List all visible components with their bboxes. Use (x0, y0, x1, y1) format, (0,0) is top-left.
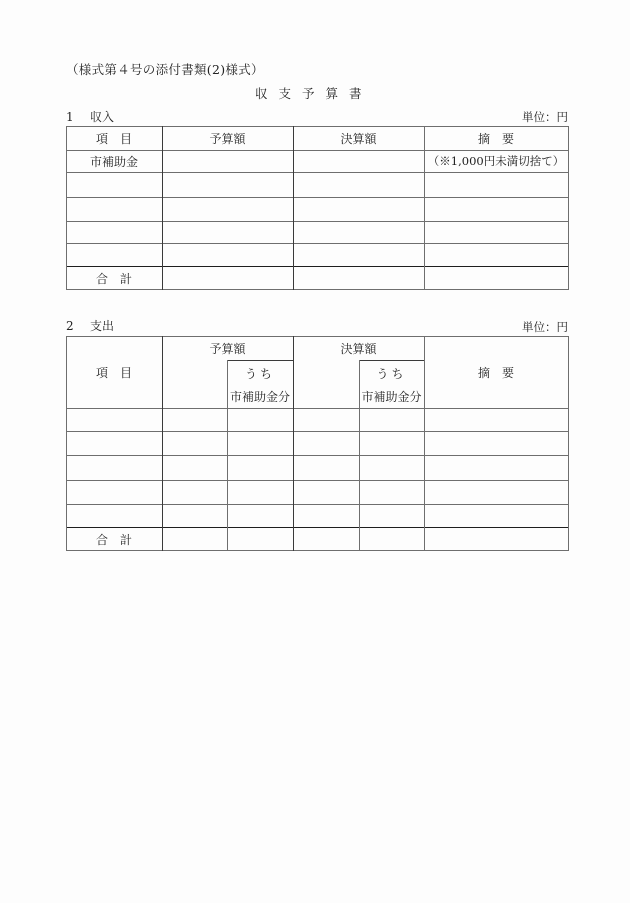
income-section-label: 収入 (90, 110, 115, 124)
income-header-settlement: 決算額 (340, 131, 377, 146)
income-row-1-item[interactable]: 市補助金 (89, 154, 138, 169)
expense-row-2-budget[interactable] (162, 431, 227, 455)
income-row-4-item[interactable] (66, 221, 162, 243)
income-row-4-budget[interactable] (162, 221, 293, 243)
income-row-5-remarks[interactable] (424, 243, 568, 266)
income-header-remarks (424, 126, 568, 150)
expense-header-settlement-sub-line1: うち (376, 366, 407, 381)
header-label: 摘要 (477, 131, 526, 146)
expense-row-5-budget-subsidy[interactable] (227, 504, 293, 527)
expense-row-4-budget[interactable] (162, 480, 227, 504)
expense-section-title (66, 317, 114, 334)
expense-row-5-budget[interactable] (162, 504, 227, 527)
expense-header-item (66, 336, 162, 408)
income-section-number: 1 (66, 110, 74, 124)
expense-row-4-remarks[interactable] (424, 480, 568, 504)
income-total-remarks[interactable] (424, 267, 568, 289)
income-unit-label: 単位：円 (522, 110, 568, 124)
income-row-5-item[interactable] (66, 243, 162, 266)
expense-row-2-settlement-subsidy[interactable] (359, 431, 424, 455)
income-row-5-budget[interactable] (162, 243, 293, 266)
expense-row-3-item[interactable] (66, 455, 162, 480)
expense-header-budget-sub-line1: うち (244, 366, 275, 381)
expense-row-1-item[interactable] (66, 408, 162, 431)
expense-total-budget[interactable] (162, 528, 227, 550)
document-title: 収支予算書 (255, 86, 373, 101)
expense-header-budget-sub-line2: 市補助金分 (229, 389, 290, 404)
header-label: 項目 (95, 131, 144, 146)
expense-unit-label: 単位：円 (522, 320, 568, 334)
expense-row-4-budget-subsidy[interactable] (227, 480, 293, 504)
expense-row-2-budget-subsidy[interactable] (227, 431, 293, 455)
table-line (568, 336, 569, 551)
expense-row-1-settlement-subsidy[interactable] (359, 408, 424, 431)
income-row-5-settlement[interactable] (293, 243, 424, 266)
total-label: 合計 (95, 532, 144, 547)
expense-row-2-settlement[interactable] (293, 431, 359, 455)
expense-section-number: 2 (66, 319, 74, 333)
income-header-item (66, 126, 162, 150)
expense-row-2-item[interactable] (66, 431, 162, 455)
table-line (66, 289, 568, 290)
expense-row-1-remarks[interactable] (424, 408, 568, 431)
income-total-label (66, 267, 162, 289)
income-row-2-budget[interactable] (162, 172, 293, 197)
expense-row-3-budget-subsidy[interactable] (227, 455, 293, 480)
expense-row-4-settlement[interactable] (293, 480, 359, 504)
expense-header-settlement: 決算額 (340, 341, 377, 356)
income-row-2-item[interactable] (66, 172, 162, 197)
expense-row-4-item[interactable] (66, 480, 162, 504)
expense-row-2-remarks[interactable] (424, 431, 568, 455)
expense-total-budget-subsidy[interactable] (227, 528, 293, 550)
expense-total-settlement-subsidy[interactable] (359, 528, 424, 550)
header-label: 摘要 (477, 365, 526, 380)
expense-row-3-budget[interactable] (162, 455, 227, 480)
expense-row-1-settlement[interactable] (293, 408, 359, 431)
expense-total-label (66, 528, 162, 550)
income-row-4-settlement[interactable] (293, 221, 424, 243)
expense-total-remarks[interactable] (424, 528, 568, 550)
form-label: （様式第４号の添付書類(2)様式） (66, 62, 264, 77)
expense-row-1-budget[interactable] (162, 408, 227, 431)
expense-header-remarks (424, 336, 568, 408)
income-row-2-settlement[interactable] (293, 172, 424, 197)
income-row-3-remarks[interactable] (424, 197, 568, 221)
table-line (568, 126, 569, 290)
expense-header-budget: 予算額 (209, 341, 246, 356)
income-row-1-settlement[interactable] (293, 150, 424, 172)
expense-header-settlement-sub-line2: 市補助金分 (361, 389, 422, 404)
expense-row-3-settlement[interactable] (293, 455, 359, 480)
income-total-budget[interactable] (162, 267, 293, 289)
subheader-line (227, 360, 293, 361)
table-line (66, 550, 568, 551)
income-total-settlement[interactable] (293, 267, 424, 289)
income-row-2-remarks[interactable] (424, 172, 568, 197)
income-row-1-remarks[interactable]: （※1,000円未満切捨て） (427, 154, 565, 168)
subheader-line (359, 360, 424, 361)
header-label: 項目 (95, 365, 144, 380)
income-header-budget: 予算額 (209, 131, 246, 146)
expense-total-settlement[interactable] (293, 528, 359, 550)
expense-row-4-settlement-subsidy[interactable] (359, 480, 424, 504)
total-label: 合計 (95, 271, 144, 286)
expense-row-3-remarks[interactable] (424, 455, 568, 480)
expense-row-3-settlement-subsidy[interactable] (359, 455, 424, 480)
income-row-4-remarks[interactable] (424, 221, 568, 243)
income-row-3-settlement[interactable] (293, 197, 424, 221)
expense-row-5-remarks[interactable] (424, 504, 568, 527)
expense-row-1-budget-subsidy[interactable] (227, 408, 293, 431)
income-row-3-budget[interactable] (162, 197, 293, 221)
expense-row-5-settlement[interactable] (293, 504, 359, 527)
expense-row-5-settlement-subsidy[interactable] (359, 504, 424, 527)
expense-section-label: 支出 (90, 319, 115, 333)
income-row-1-budget[interactable] (162, 150, 293, 172)
income-row-3-item[interactable] (66, 197, 162, 221)
income-section-title (66, 108, 114, 125)
expense-row-5-item[interactable] (66, 504, 162, 527)
